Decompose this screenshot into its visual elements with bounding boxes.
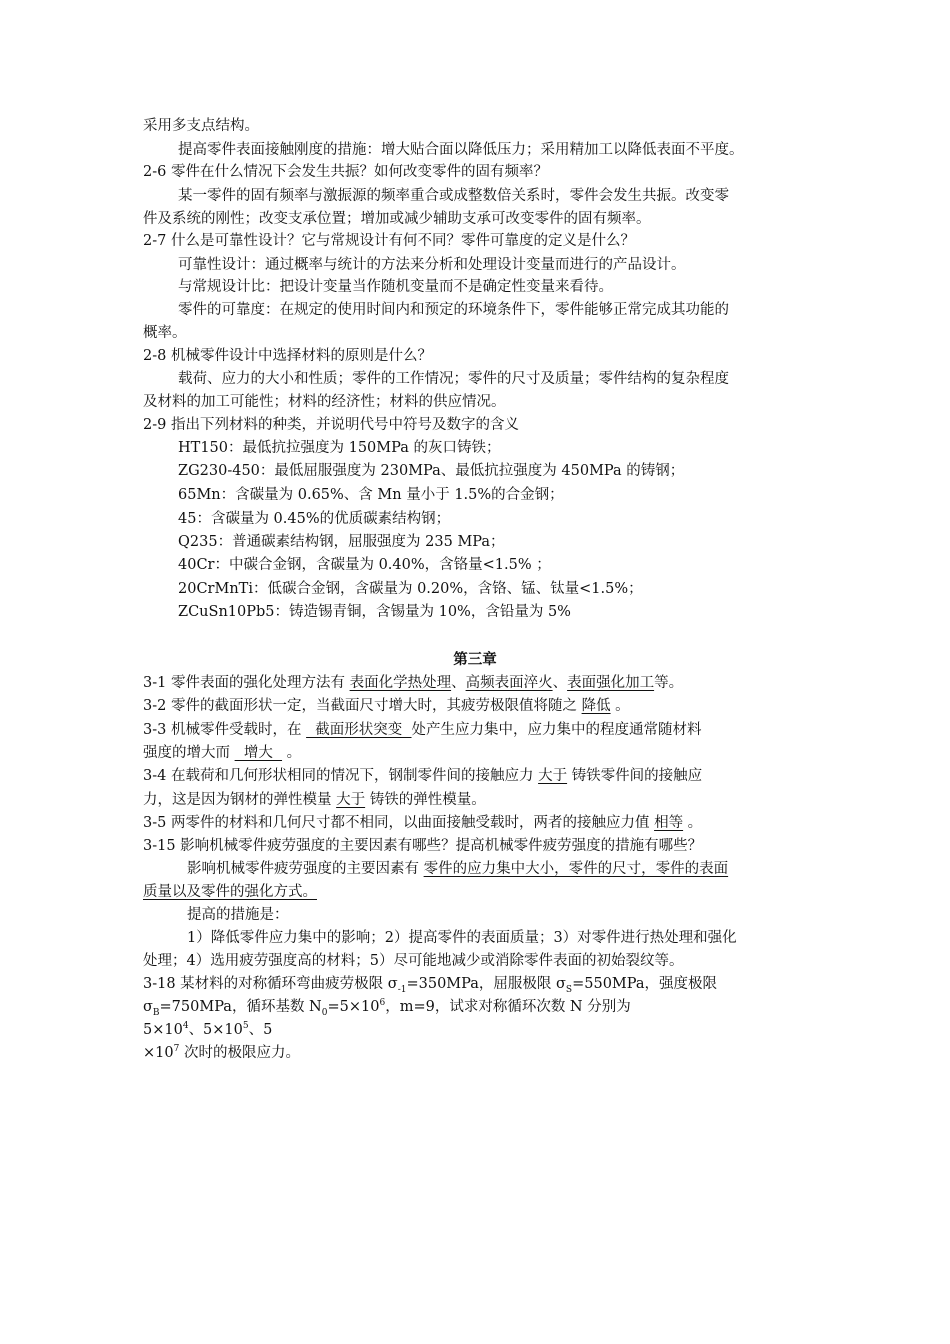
question-3-15: 3-15 影响机械零件疲劳强度的主要因素有哪些？提高机械零件疲劳强度的措施有哪些？ — [143, 838, 703, 854]
paragraph-line: 提高零件表面接触刚度的措施：增大贴合面以降低压力；采用精加工以降低表面不平度。 — [178, 142, 744, 158]
question-2-7: 2-7 什么是可靠性设计？它与常规设计有何不同？零件可靠度的定义是什么？ — [143, 233, 635, 249]
question-3-5: 3-5 两零件的材料和几何尺寸都不相同，以曲面接触受载时，两者的接触应力值 相等 。 — [143, 815, 703, 831]
chapter-title: 第三章 — [453, 651, 497, 668]
material-line: Q235：普通碳素结构钢，屈服强度为 235 MPa； — [178, 534, 505, 550]
paragraph-line: 某一零件的固有频率与激振源的频率重合或成整数倍关系时，零件会发生共振。改变零 — [178, 188, 729, 204]
question-3-18: 3-18 某材料的对称循环弯曲疲劳极限 $\sigma_{-1}=350MPa$，屈服极限 $\sigma_S=550MPa$，强度极限 — [143, 976, 718, 995]
paragraph-line: 零件的可靠度：在规定的使用时间内和预定的环境条件下，零件能够正常完成其功能的 — [178, 302, 729, 318]
paragraph-line: 与常规设计比：把设计变量当作随机变量而不是确定性变量来看待。 — [178, 279, 613, 295]
question-3-3: 3-3 机械零件受载时，在 截面形状突变 处产生应力集中，应力集中的程度通常随材料 — [143, 722, 702, 738]
answer-3-15: 影响机械零件疲劳强度的主要因素有 零件的应力集中大小，零件的尺寸，零件的表面 — [187, 861, 729, 877]
answer-blank: 大于 — [538, 768, 568, 784]
material-line: 45：含碳量为 0.45%的优质碳素结构钢； — [178, 511, 451, 527]
question-3-4: 3-4 在载荷和几何形状相同的情况下，钢制零件间的接触应力 大于 铸铁零件间的接触应 — [143, 768, 703, 784]
question-2-9: 2-9 指出下列材料的种类，并说明代号中符号及数字的含义 — [143, 417, 519, 433]
paragraph-line: 概率。 — [143, 325, 187, 341]
question-3-3-cont: 强度的增大而 增大 。 — [143, 745, 302, 761]
question-3-4-cont: 力，这是因为钢材的弹性模量 大于 铸铁的弹性模量。 — [143, 792, 486, 808]
material-line: 20CrMnTi：低碳合金钢，含碳量为 0.20%，含铬、锰、钛量<1.5%； — [178, 581, 643, 597]
answer-blank: 表面化学热处理 — [349, 675, 452, 691]
answer-blank: 相等 — [654, 815, 684, 831]
question-3-18-cont: $\times 10^7$ 次时的极限应力。 — [143, 1044, 300, 1061]
question-2-8: 2-8 机械零件设计中选择材料的原则是什么？ — [143, 348, 432, 364]
measures-line: 1）降低零件应力集中的影响；2）提高零件的表面质量；3）对零件进行热处理和强化 — [187, 930, 737, 946]
paragraph-line: 件及系统的刚性；改变支承位置；增加或减少辅助支承可改变零件的固有频率。 — [143, 211, 651, 227]
material-line: ZCuSn10Pb5：铸造锡青铜，含锡量为 10%，含铅量为 5% — [178, 604, 571, 620]
material-line: HT150：最低抗拉强度为 150MPa 的灰口铸铁； — [178, 440, 501, 456]
answer-blank: 高频表面淬火 — [465, 675, 553, 691]
paragraph-line: 可靠性设计：通过概率与统计的方法来分析和处理设计变量而进行的产品设计。 — [178, 257, 686, 273]
question-2-6: 2-6 零件在什么情况下会发生共振？如何改变零件的固有频率？ — [143, 164, 548, 180]
question-3-18-cont: $5\times 10^4$、$5\times 10^5$、5 — [143, 1021, 273, 1038]
paragraph-line: 载荷、应力的大小和性质；零件的工作情况；零件的尺寸及质量；零件结构的复杂程度 — [178, 371, 729, 387]
answer-blank: 截面形状突变 — [306, 722, 412, 738]
measures-line: 处理；4）选用疲劳强度高的材料；5）尽可能地减少或消除零件表面的初始裂纹等。 — [143, 953, 684, 969]
question-3-18-cont: $\sigma_B=750MPa$，循环基数 $N_0=5\times 10^6$，m=9，试求对称循环次数 N 分别为 — [143, 998, 631, 1018]
paragraph-line: 采用多支点结构。 — [143, 118, 259, 134]
material-line: 40Cr：中碳合金钢，含碳量为 0.40%，含铬量<1.5% ； — [178, 557, 551, 573]
answer-blank: 增大 — [234, 745, 283, 761]
answer-3-15-cont: 质量以及零件的强化方式。 — [143, 884, 317, 900]
question-3-1: 3-1 零件表面的强化处理方法有 表面化学热处理、高频表面淬火、表面强化加工等。 — [143, 675, 684, 691]
question-3-2: 3-2 零件的截面形状一定，当截面尺寸增大时，其疲劳极限值将随之 降低 。 — [143, 698, 630, 714]
measures-title: 提高的措施是： — [187, 907, 289, 923]
answer-blank: 降低 — [581, 698, 611, 714]
answer-blank: 表面强化加工 — [567, 675, 655, 691]
answer-blank: 大于 — [336, 792, 366, 808]
material-line: 65Mn：含碳量为 0.65%、含 Mn 量小于 1.5%的合金钢； — [178, 487, 564, 503]
paragraph-line: 及材料的加工可能性；材料的经济性；材料的供应情况。 — [143, 394, 506, 410]
answer-blank: 零件的应力集中大小，零件的尺寸，零件的表面 — [423, 861, 729, 877]
material-line: ZG230-450：最低屈服强度为 230MPa、最低抗拉强度为 450MPa 的铸钢； — [178, 463, 685, 479]
